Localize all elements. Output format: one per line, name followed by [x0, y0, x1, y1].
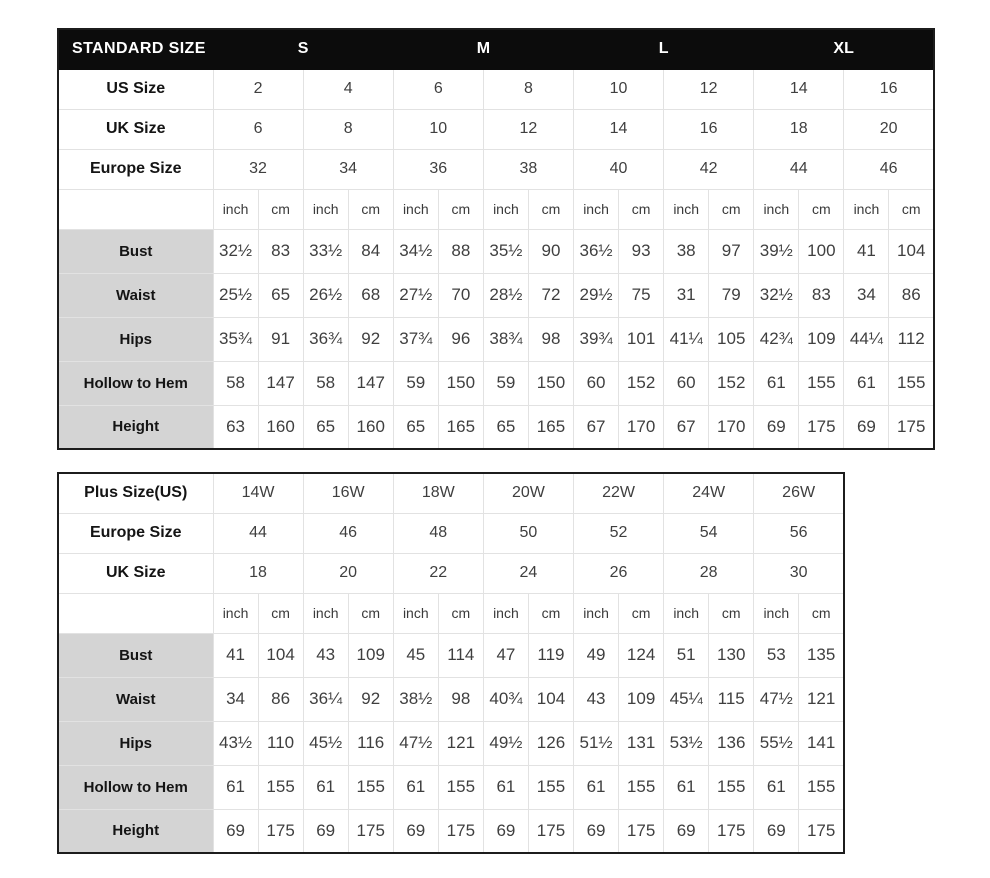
unit-header-cell: inch: [754, 593, 799, 633]
measurement-value-cell: 121: [438, 721, 483, 765]
measurement-value-cell: 35½: [483, 229, 528, 273]
unit-header-cell: cm: [348, 189, 393, 229]
measurement-value-cell: 170: [619, 405, 664, 449]
measurement-value-cell: 98: [438, 677, 483, 721]
measurement-value-cell: 84: [348, 229, 393, 273]
unit-row-empty-label: [58, 189, 213, 229]
measurement-value-cell: 160: [258, 405, 303, 449]
measurement-value-cell: 60: [664, 361, 709, 405]
measurement-value-cell: 96: [438, 317, 483, 361]
measurement-value-cell: 65: [303, 405, 348, 449]
size-value-cell: 6: [213, 109, 303, 149]
measurement-value-cell: 141: [799, 721, 844, 765]
size-value-cell: 42: [664, 149, 754, 189]
measurement-value-cell: 155: [709, 765, 754, 809]
measurement-value-cell: 33½: [303, 229, 348, 273]
measurement-value-cell: 37¾: [393, 317, 438, 361]
standard-size-table: [57, 28, 935, 450]
unit-header-cell: inch: [213, 593, 258, 633]
measurement-value-cell: 101: [619, 317, 664, 361]
unit-header-cell: cm: [438, 593, 483, 633]
measurement-value-cell: 61: [213, 765, 258, 809]
measurement-label: Waist: [58, 677, 213, 721]
measurement-value-cell: 175: [889, 405, 934, 449]
measurement-value-cell: 32½: [213, 229, 258, 273]
size-value-cell: 24: [483, 553, 573, 593]
measurement-value-cell: 45¼: [664, 677, 709, 721]
unit-header-row: [58, 593, 844, 633]
measurement-value-cell: 152: [619, 361, 664, 405]
measurement-row: [58, 677, 844, 721]
row-label: Plus Size(US): [58, 473, 213, 513]
measurement-value-cell: 61: [483, 765, 528, 809]
measurement-row: [58, 361, 934, 405]
measurement-value-cell: 110: [258, 721, 303, 765]
measurement-value-cell: 42¾: [754, 317, 799, 361]
measurement-value-cell: 58: [213, 361, 258, 405]
unit-header-cell: cm: [528, 593, 573, 633]
measurement-value-cell: 67: [574, 405, 619, 449]
measurement-value-cell: 175: [258, 809, 303, 853]
measurement-value-cell: 104: [528, 677, 573, 721]
measurement-label: Hips: [58, 721, 213, 765]
plus-size-table: [57, 472, 845, 854]
unit-header-cell: inch: [574, 189, 619, 229]
measurement-value-cell: 136: [709, 721, 754, 765]
measurement-label: Hollow to Hem: [58, 765, 213, 809]
measurement-value-cell: 39½: [754, 229, 799, 273]
measurement-value-cell: 53½: [664, 721, 709, 765]
size-value-cell: 18: [754, 109, 844, 149]
measurement-value-cell: 88: [438, 229, 483, 273]
measurement-value-cell: 40¾: [483, 677, 528, 721]
size-value-cell: 12: [483, 109, 573, 149]
size-value-cell: 20: [844, 109, 934, 149]
size-value-cell: 40: [574, 149, 664, 189]
measurement-label: Bust: [58, 633, 213, 677]
unit-header-cell: inch: [213, 189, 258, 229]
measurement-value-cell: 124: [619, 633, 664, 677]
measurement-value-cell: 155: [348, 765, 393, 809]
measurement-value-cell: 29½: [574, 273, 619, 317]
size-value-cell: 16W: [303, 473, 393, 513]
measurement-value-cell: 135: [799, 633, 844, 677]
measurement-value-cell: 69: [303, 809, 348, 853]
size-value-cell: 10: [574, 69, 664, 109]
measurement-value-cell: 112: [889, 317, 934, 361]
size-value-cell: 20W: [483, 473, 573, 513]
measurement-value-cell: 69: [754, 809, 799, 853]
size-conversion-row: [58, 553, 844, 593]
size-value-cell: 54: [664, 513, 754, 553]
size-value-cell: 8: [303, 109, 393, 149]
measurement-value-cell: 36¼: [303, 677, 348, 721]
size-conversion-row: [58, 69, 934, 109]
measurement-value-cell: 27½: [393, 273, 438, 317]
size-value-cell: 20: [303, 553, 393, 593]
measurement-value-cell: 160: [348, 405, 393, 449]
measurement-value-cell: 38: [664, 229, 709, 273]
measurement-value-cell: 43: [574, 677, 619, 721]
measurement-value-cell: 59: [483, 361, 528, 405]
size-value-cell: 50: [483, 513, 573, 553]
measurement-value-cell: 150: [438, 361, 483, 405]
measurement-value-cell: 58: [303, 361, 348, 405]
measurement-value-cell: 72: [528, 273, 573, 317]
unit-row-empty-label: [58, 593, 213, 633]
size-value-cell: 14: [574, 109, 664, 149]
measurement-value-cell: 61: [303, 765, 348, 809]
measurement-value-cell: 152: [709, 361, 754, 405]
size-value-cell: 22: [393, 553, 483, 593]
measurement-value-cell: 155: [799, 765, 844, 809]
size-value-cell: 22W: [574, 473, 664, 513]
measurement-value-cell: 38¾: [483, 317, 528, 361]
size-value-cell: 18W: [393, 473, 483, 513]
unit-header-cell: cm: [348, 593, 393, 633]
measurement-value-cell: 100: [799, 229, 844, 273]
size-value-cell: 44: [754, 149, 844, 189]
measurement-value-cell: 28½: [483, 273, 528, 317]
measurement-value-cell: 165: [528, 405, 573, 449]
measurement-value-cell: 175: [619, 809, 664, 853]
measurement-value-cell: 61: [754, 765, 799, 809]
unit-header-cell: inch: [844, 189, 889, 229]
size-conversion-row: [58, 109, 934, 149]
measurement-value-cell: 69: [664, 809, 709, 853]
measurement-value-cell: 104: [889, 229, 934, 273]
measurement-value-cell: 115: [709, 677, 754, 721]
measurement-value-cell: 51: [664, 633, 709, 677]
size-value-cell: 46: [844, 149, 934, 189]
standard-header-row: [58, 29, 934, 69]
size-value-cell: 10: [393, 109, 483, 149]
measurement-value-cell: 45½: [303, 721, 348, 765]
measurement-value-cell: 34: [844, 273, 889, 317]
measurement-value-cell: 98: [528, 317, 573, 361]
measurement-value-cell: 150: [528, 361, 573, 405]
unit-header-cell: cm: [619, 189, 664, 229]
measurement-value-cell: 170: [709, 405, 754, 449]
size-value-cell: 52: [574, 513, 664, 553]
measurement-value-cell: 65: [483, 405, 528, 449]
measurement-value-cell: 69: [213, 809, 258, 853]
size-value-cell: 44: [213, 513, 303, 553]
measurement-value-cell: 175: [709, 809, 754, 853]
unit-header-cell: cm: [258, 593, 303, 633]
size-value-cell: 30: [754, 553, 844, 593]
unit-header-cell: inch: [303, 593, 348, 633]
measurement-value-cell: 69: [574, 809, 619, 853]
measurement-value-cell: 109: [799, 317, 844, 361]
measurement-value-cell: 47: [483, 633, 528, 677]
row-label: US Size: [58, 69, 213, 109]
measurement-value-cell: 63: [213, 405, 258, 449]
unit-header-cell: inch: [664, 189, 709, 229]
unit-header-cell: inch: [574, 593, 619, 633]
measurement-row: [58, 721, 844, 765]
size-group-xl: XL: [754, 29, 934, 69]
measurement-value-cell: 61: [664, 765, 709, 809]
size-value-cell: 46: [303, 513, 393, 553]
measurement-value-cell: 49: [574, 633, 619, 677]
size-value-cell: 56: [754, 513, 844, 553]
measurement-value-cell: 119: [528, 633, 573, 677]
size-value-cell: 32: [213, 149, 303, 189]
size-value-cell: 38: [483, 149, 573, 189]
measurement-value-cell: 61: [574, 765, 619, 809]
measurement-label: Height: [58, 405, 213, 449]
size-value-cell: 14W: [213, 473, 303, 513]
measurement-value-cell: 55½: [754, 721, 799, 765]
size-value-cell: 26: [574, 553, 664, 593]
measurement-value-cell: 43: [303, 633, 348, 677]
row-label: UK Size: [58, 109, 213, 149]
measurement-value-cell: 79: [709, 273, 754, 317]
size-value-cell: 6: [393, 69, 483, 109]
unit-header-cell: inch: [303, 189, 348, 229]
measurement-value-cell: 61: [754, 361, 799, 405]
measurement-value-cell: 53: [754, 633, 799, 677]
measurement-value-cell: 86: [889, 273, 934, 317]
unit-header-cell: inch: [664, 593, 709, 633]
measurement-row: [58, 765, 844, 809]
measurement-value-cell: 91: [258, 317, 303, 361]
measurement-value-cell: 47½: [393, 721, 438, 765]
size-conversion-row: [58, 149, 934, 189]
measurement-label: Hollow to Hem: [58, 361, 213, 405]
measurement-value-cell: 155: [799, 361, 844, 405]
unit-header-cell: inch: [393, 593, 438, 633]
measurement-value-cell: 36½: [574, 229, 619, 273]
measurement-value-cell: 61: [393, 765, 438, 809]
measurement-value-cell: 43½: [213, 721, 258, 765]
measurement-value-cell: 38½: [393, 677, 438, 721]
measurement-value-cell: 116: [348, 721, 393, 765]
unit-header-cell: inch: [483, 593, 528, 633]
size-group-m: M: [393, 29, 573, 69]
measurement-value-cell: 36¾: [303, 317, 348, 361]
size-value-cell: 18: [213, 553, 303, 593]
measurement-value-cell: 83: [258, 229, 303, 273]
size-value-cell: 34: [303, 149, 393, 189]
row-label: Europe Size: [58, 513, 213, 553]
size-conversion-row: [58, 473, 844, 513]
unit-header-cell: cm: [799, 189, 844, 229]
size-group-l: L: [574, 29, 754, 69]
size-group-s: S: [213, 29, 393, 69]
size-value-cell: 16: [664, 109, 754, 149]
size-value-cell: 48: [393, 513, 483, 553]
measurement-value-cell: 35¾: [213, 317, 258, 361]
measurement-value-cell: 49½: [483, 721, 528, 765]
measurement-value-cell: 92: [348, 677, 393, 721]
measurement-value-cell: 131: [619, 721, 664, 765]
unit-header-cell: cm: [258, 189, 303, 229]
row-label: UK Size: [58, 553, 213, 593]
measurement-value-cell: 109: [619, 677, 664, 721]
measurement-value-cell: 39¾: [574, 317, 619, 361]
size-value-cell: 26W: [754, 473, 844, 513]
size-conversion-row: [58, 513, 844, 553]
measurement-row: [58, 809, 844, 853]
measurement-value-cell: 175: [438, 809, 483, 853]
measurement-row: [58, 229, 934, 273]
measurement-value-cell: 126: [528, 721, 573, 765]
measurement-value-cell: 69: [754, 405, 799, 449]
measurement-value-cell: 67: [664, 405, 709, 449]
measurement-value-cell: 65: [258, 273, 303, 317]
size-value-cell: 36: [393, 149, 483, 189]
unit-header-cell: cm: [528, 189, 573, 229]
measurement-value-cell: 51½: [574, 721, 619, 765]
measurement-value-cell: 65: [393, 405, 438, 449]
measurement-value-cell: 83: [799, 273, 844, 317]
size-value-cell: 14: [754, 69, 844, 109]
measurement-value-cell: 155: [619, 765, 664, 809]
measurement-value-cell: 155: [258, 765, 303, 809]
row-label: Europe Size: [58, 149, 213, 189]
size-value-cell: 2: [213, 69, 303, 109]
measurement-value-cell: 25½: [213, 273, 258, 317]
size-value-cell: 28: [664, 553, 754, 593]
measurement-value-cell: 175: [348, 809, 393, 853]
unit-header-cell: cm: [438, 189, 483, 229]
measurement-value-cell: 41: [213, 633, 258, 677]
unit-header-cell: inch: [754, 189, 799, 229]
measurement-value-cell: 155: [528, 765, 573, 809]
measurement-row: [58, 273, 934, 317]
measurement-value-cell: 105: [709, 317, 754, 361]
measurement-value-cell: 69: [844, 405, 889, 449]
measurement-value-cell: 130: [709, 633, 754, 677]
measurement-value-cell: 155: [438, 765, 483, 809]
measurement-value-cell: 165: [438, 405, 483, 449]
unit-header-cell: cm: [619, 593, 664, 633]
measurement-value-cell: 34: [213, 677, 258, 721]
measurement-row: [58, 405, 934, 449]
measurement-value-cell: 86: [258, 677, 303, 721]
measurement-value-cell: 41: [844, 229, 889, 273]
measurement-row: [58, 633, 844, 677]
measurement-value-cell: 104: [258, 633, 303, 677]
measurement-value-cell: 61: [844, 361, 889, 405]
measurement-value-cell: 114: [438, 633, 483, 677]
measurement-value-cell: 60: [574, 361, 619, 405]
measurement-label: Bust: [58, 229, 213, 273]
unit-header-cell: inch: [393, 189, 438, 229]
measurement-value-cell: 45: [393, 633, 438, 677]
unit-header-cell: cm: [709, 189, 754, 229]
measurement-label: Height: [58, 809, 213, 853]
unit-header-row: [58, 189, 934, 229]
measurement-value-cell: 69: [393, 809, 438, 853]
unit-header-cell: inch: [483, 189, 528, 229]
measurement-value-cell: 75: [619, 273, 664, 317]
measurement-value-cell: 155: [889, 361, 934, 405]
measurement-value-cell: 121: [799, 677, 844, 721]
standard-table-title: STANDARD SIZE: [58, 29, 213, 69]
measurement-value-cell: 90: [528, 229, 573, 273]
measurement-value-cell: 92: [348, 317, 393, 361]
measurement-value-cell: 97: [709, 229, 754, 273]
size-value-cell: 8: [483, 69, 573, 109]
measurement-value-cell: 31: [664, 273, 709, 317]
unit-header-cell: cm: [799, 593, 844, 633]
measurement-value-cell: 175: [799, 809, 844, 853]
measurement-value-cell: 41¼: [664, 317, 709, 361]
measurement-value-cell: 69: [483, 809, 528, 853]
measurement-value-cell: 47½: [754, 677, 799, 721]
size-value-cell: 24W: [664, 473, 754, 513]
unit-header-cell: cm: [889, 189, 934, 229]
measurement-label: Waist: [58, 273, 213, 317]
measurement-value-cell: 70: [438, 273, 483, 317]
measurement-value-cell: 26½: [303, 273, 348, 317]
unit-header-cell: cm: [709, 593, 754, 633]
measurement-label: Hips: [58, 317, 213, 361]
measurement-value-cell: 147: [348, 361, 393, 405]
measurement-value-cell: 147: [258, 361, 303, 405]
measurement-value-cell: 34½: [393, 229, 438, 273]
measurement-value-cell: 175: [799, 405, 844, 449]
measurement-value-cell: 59: [393, 361, 438, 405]
measurement-value-cell: 93: [619, 229, 664, 273]
measurement-value-cell: 44¼: [844, 317, 889, 361]
measurement-value-cell: 32½: [754, 273, 799, 317]
measurement-value-cell: 109: [348, 633, 393, 677]
size-value-cell: 4: [303, 69, 393, 109]
measurement-value-cell: 175: [528, 809, 573, 853]
measurement-value-cell: 68: [348, 273, 393, 317]
size-value-cell: 12: [664, 69, 754, 109]
size-value-cell: 16: [844, 69, 934, 109]
measurement-row: [58, 317, 934, 361]
